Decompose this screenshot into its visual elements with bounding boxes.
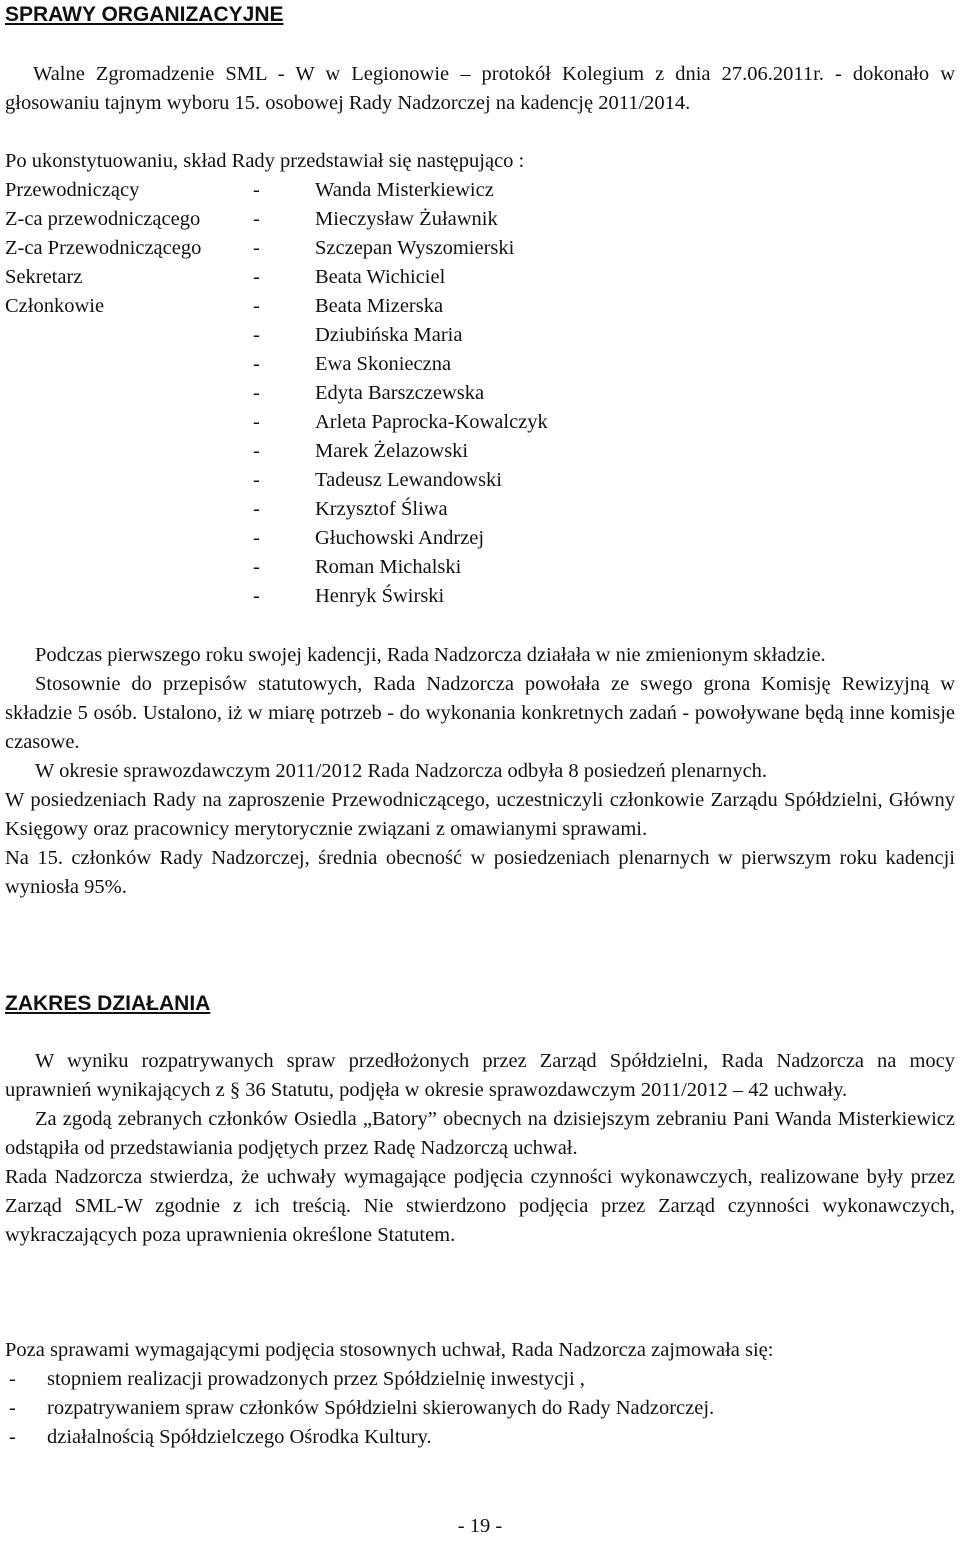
council-row (5, 292, 548, 321)
bullet-dash: - (9, 1397, 16, 1419)
council-dash: - (253, 585, 260, 607)
council-role (5, 524, 253, 553)
section-heading-scope: ZAKRES DZIAŁANIA (5, 992, 211, 1015)
council-row (5, 205, 548, 234)
council-member-name: Dziubińska Maria (315, 324, 463, 346)
council-member-name: Marek Żelazowski (315, 440, 469, 462)
council-role: Członkowie (5, 295, 105, 317)
council-dash: - (253, 469, 260, 491)
council-dash: - (253, 324, 260, 346)
bullet-dash: - (9, 1426, 16, 1448)
bullet-text: działalnością Spółdzielczego Ośrodka Kultury. (47, 1426, 432, 1448)
other-activities (5, 1336, 955, 1452)
council-row (5, 408, 548, 437)
paragraph: Rada Nadzorcza stwierdza, że uchwały wymagające podjęcia czynności wykonawczych, realizowane były przez Zarząd SML-W zgodnie z ich treścią. Nie stwierdzono podjęcia przez Zarząd czynności wykonawczych, wykraczających poza uprawnienia określone Statutem. (5, 1166, 955, 1246)
council-row (5, 466, 548, 495)
council-member-name: Mieczysław Żuławnik (315, 208, 498, 230)
paragraph: W posiedzeniach Rady na zaproszenie Przewodniczącego, uczestniczyli członkowie Zarządu Spółdzielni, Główny Księgowy oraz pracownicy merytorycznie związani z omawianymi sprawami. (5, 789, 955, 840)
council-dash: - (253, 353, 260, 375)
paragraph: Stosownie do przepisów statutowych, Rada Nadzorcza powołała ze swego grona Komisję Rewizyjną w składzie 5 osób. Ustalono, iż w miarę potrzeb - do wykonania konkretnych zadań - powoływane będą inne komisje czasowe. (5, 673, 955, 753)
council-dash: - (253, 498, 260, 520)
council-row (5, 582, 548, 611)
bullet-item (5, 1423, 955, 1452)
council-member-name: Ewa Skonieczna (315, 353, 452, 375)
council-dash: - (253, 556, 260, 578)
bullet-item (5, 1365, 955, 1394)
council-dash: - (253, 295, 260, 317)
council-role (5, 350, 253, 379)
council-role: Z-ca Przewodniczącego (5, 237, 202, 259)
council-role (5, 408, 253, 437)
bullet-item (5, 1394, 955, 1423)
intro-paragraph: Walne Zgromadzenie SML - W w Legionowie – protokół Kolegium z dnia 27.06.2011r. - dokonało w głosowaniu tajnym wyboru 15. osobowej Rady Nadzorczej na kadencję 2011/2014. (5, 63, 955, 114)
council-row (5, 350, 548, 379)
council-member-name: Głuchowski Andrzej (315, 527, 485, 549)
council-row (5, 379, 548, 408)
council-member-name: Roman Michalski (315, 556, 462, 578)
council-role (5, 495, 253, 524)
council-row (5, 234, 548, 263)
council-dash: - (253, 527, 260, 549)
council-role (5, 321, 253, 350)
council-role: Z-ca przewodniczącego (5, 208, 201, 230)
organization-paragraphs (5, 641, 955, 902)
council-role: Przewodniczący (5, 179, 140, 201)
council-member-name: Henryk Świrski (315, 585, 445, 607)
composition-intro: Po ukonstytuowaniu, skład Rady przedstawiał się następująco : (5, 150, 525, 172)
bullet-dash: - (9, 1368, 16, 1390)
page-number: - 19 - (457, 1515, 503, 1537)
council-member-name: Szczepan Wyszomierski (315, 237, 515, 259)
paragraph: Za zgodą zebranych członków Osiedla „Batory” obecnych na dzisiejszym zebraniu Pani Wanda Misterkiewicz odstąpiła od przedstawiania podjętych przez Radę Nadzorczą uchwał. (5, 1108, 955, 1159)
council-member-name: Edyta Barszczewska (315, 382, 485, 404)
other-intro: Poza sprawami wymagającymi podjęcia stosownych uchwał, Rada Nadzorcza zajmowała się: (5, 1339, 774, 1361)
council-dash: - (253, 440, 260, 462)
council-dash: - (253, 208, 260, 230)
paragraph: Na 15. członków Rady Nadzorczej, średnia obecność w posiedzeniach plenarnych w pierwszym roku kadencji wyniosła 95%. (5, 847, 955, 898)
council-role (5, 466, 253, 495)
council-dash: - (253, 382, 260, 404)
council-dash: - (253, 266, 260, 288)
council-dash: - (253, 411, 260, 433)
council-role: Sekretarz (5, 266, 83, 288)
council-member-name: Beata Wichiciel (315, 266, 446, 288)
council-member-name: Arleta Paprocka-Kowalczyk (315, 411, 548, 433)
council-member-name: Wanda Misterkiewicz (315, 179, 494, 201)
council-role (5, 379, 253, 408)
scope-paragraphs (5, 1047, 955, 1250)
council-role (5, 437, 253, 466)
council-row (5, 176, 548, 205)
council-member-name: Krzysztof Śliwa (315, 498, 448, 520)
bullet-text: rozpatrywaniem spraw członków Spółdzielni skierowanych do Rady Nadzorczej. (47, 1397, 715, 1419)
paragraph: Podczas pierwszego roku swojej kadencji, Rada Nadzorcza działała w nie zmienionym składzie. (35, 644, 826, 666)
paragraph: W wyniku rozpatrywanych spraw przedłożonych przez Zarząd Spółdzielni, Rada Nadzorcza na mocy uprawnień wynikających z § 36 Statutu, podjęła w okresie sprawozdawczym 2011/2012 – 42 uchwały. (5, 1050, 955, 1101)
council-member-name: Beata Mizerska (315, 295, 444, 317)
council-member-name: Tadeusz Lewandowski (315, 469, 502, 491)
council-list (5, 176, 548, 611)
council-row (5, 437, 548, 466)
bullet-text: stopniem realizacji prowadzonych przez Spółdzielnię inwestycji , (47, 1368, 585, 1390)
council-row (5, 524, 548, 553)
council-dash: - (253, 237, 260, 259)
council-role (5, 553, 253, 582)
council-dash: - (253, 179, 260, 201)
council-row (5, 553, 548, 582)
council-row (5, 321, 548, 350)
council-role (5, 582, 253, 611)
paragraph: W okresie sprawozdawczym 2011/2012 Rada Nadzorcza odbyła 8 posiedzeń plenarnych. (35, 760, 768, 782)
council-row (5, 263, 548, 292)
council-row (5, 495, 548, 524)
section-heading-organizational: SPRAWY ORGANIZACYJNE (5, 3, 284, 26)
